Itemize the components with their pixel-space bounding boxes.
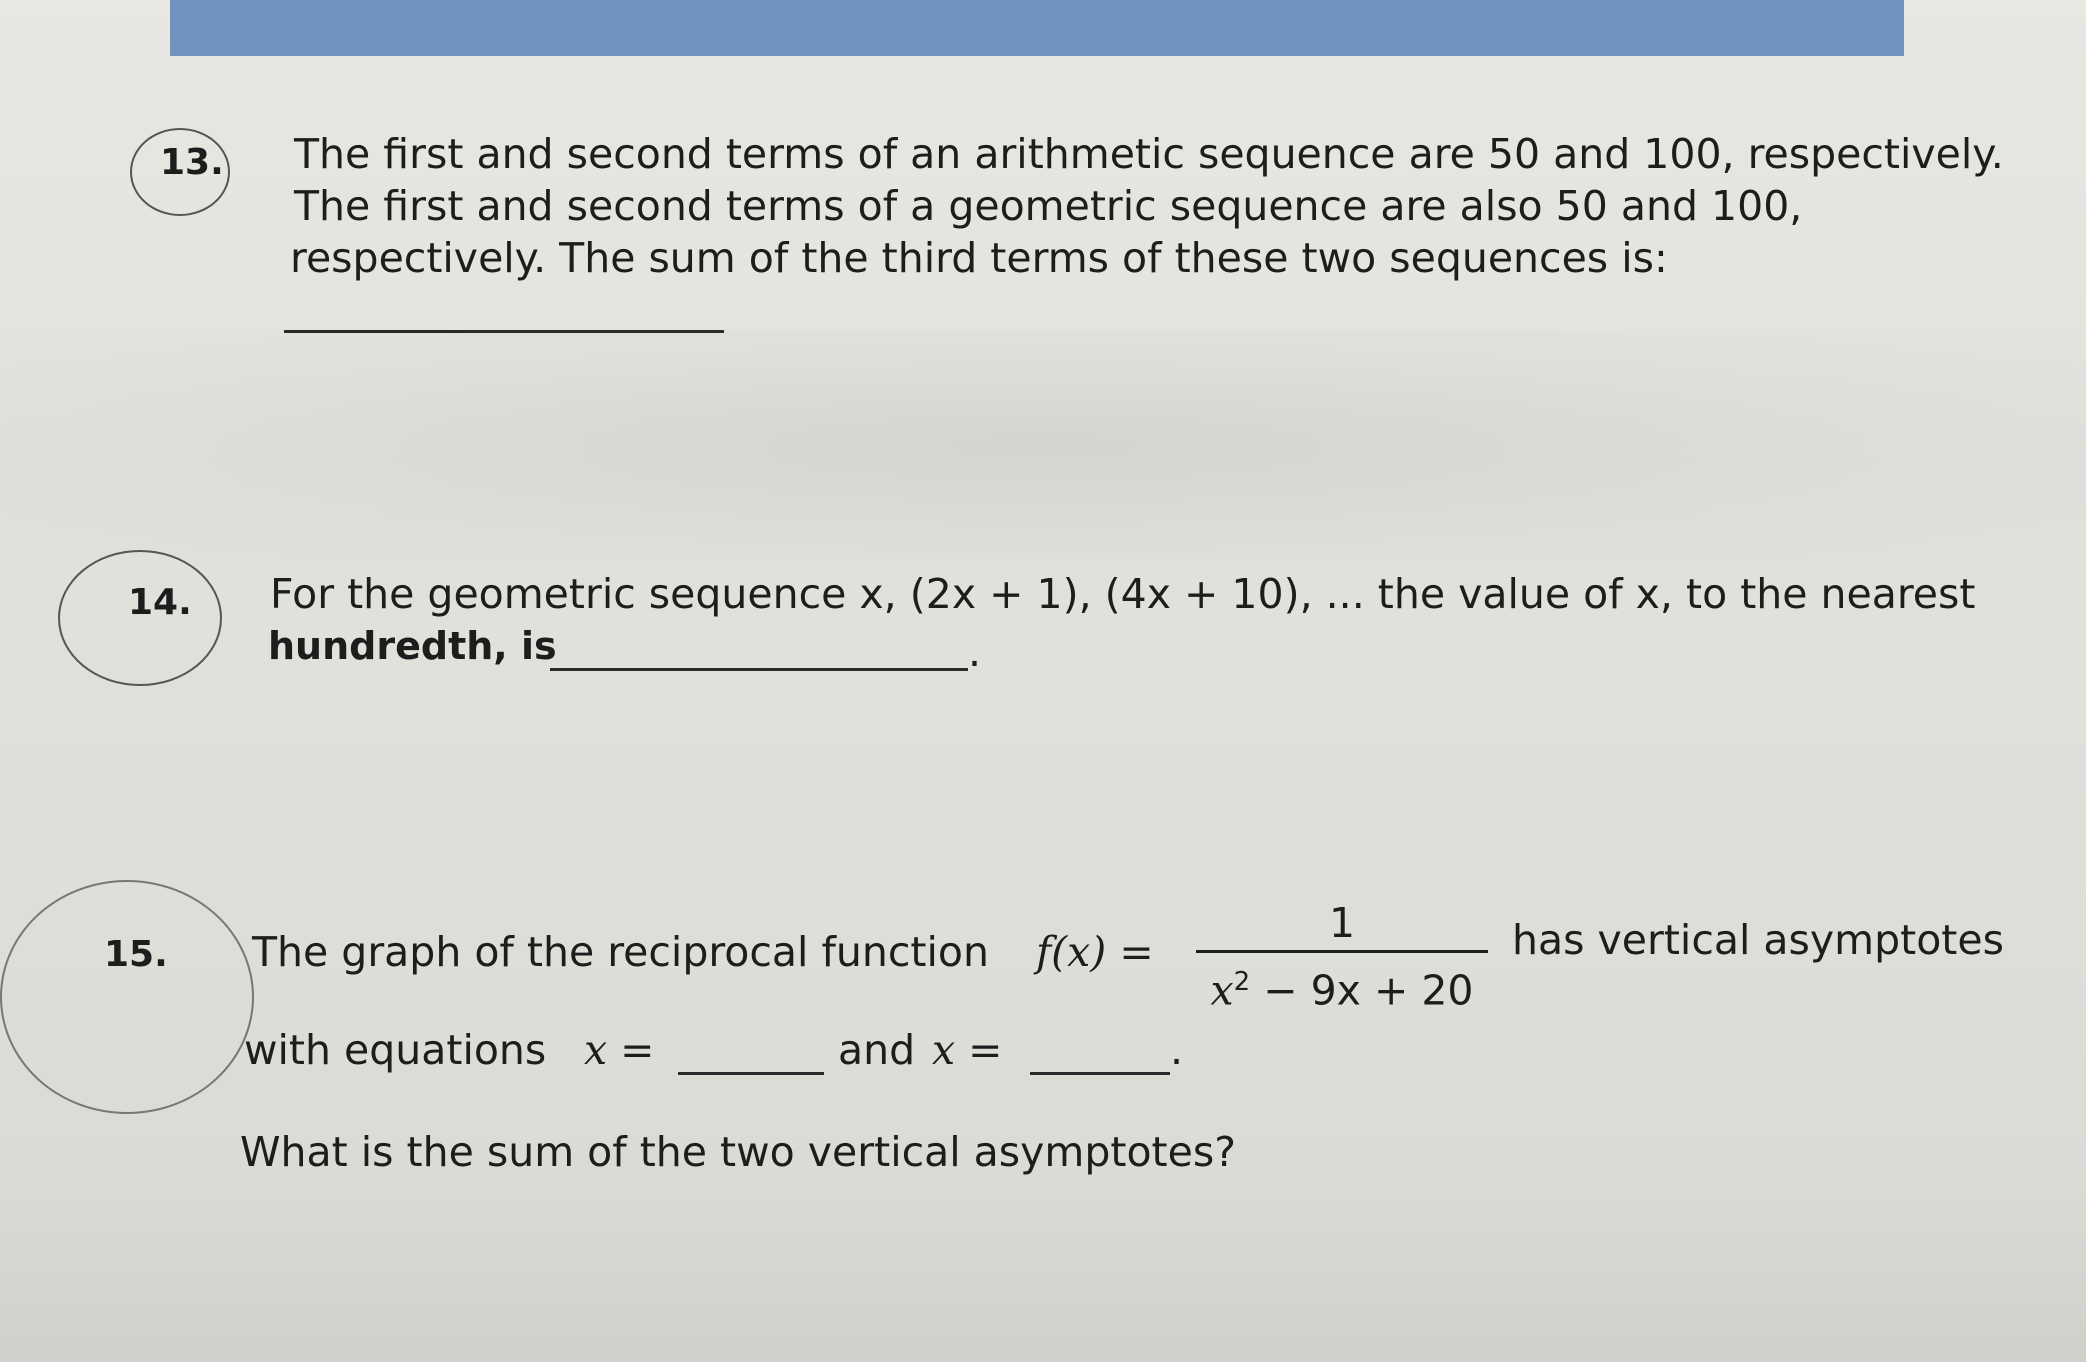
- question-15-line-2-period: .: [1170, 1026, 1184, 1074]
- question-13-line-1: The first and second terms of an arithmetic sequence are 50 and 100, respectively.: [294, 130, 2004, 178]
- denominator-exponent: 2: [1233, 967, 1251, 997]
- question-15-circle: [0, 880, 254, 1114]
- question-15-eq-label-2: x =: [932, 1026, 1003, 1074]
- question-13-line-2: The first and second terms of a geometric sequence are also 50 and 100,: [294, 182, 1803, 230]
- bottom-shading: [0, 1180, 2086, 1362]
- question-15-line-3: What is the sum of the two vertical asymptotes?: [240, 1128, 1236, 1176]
- question-15-line-2-start: with equations: [244, 1026, 547, 1074]
- fraction-numerator: 1: [1328, 899, 1356, 947]
- fraction-bar: [1196, 950, 1488, 953]
- denominator-rest: − 9x + 20: [1250, 966, 1474, 1015]
- question-15-intro: The graph of the reciprocal function: [252, 928, 989, 976]
- question-15-answer-blank-1[interactable]: [678, 1072, 824, 1075]
- question-15-after-fraction: has vertical asymptotes: [1512, 916, 2004, 964]
- question-15-eq-label-1: x =: [584, 1026, 655, 1074]
- denominator-variable: x: [1210, 966, 1234, 1015]
- question-15-and: and: [838, 1026, 916, 1074]
- question-15-function-lhs: f(x) =: [1036, 928, 1154, 976]
- question-15-number: 15.: [104, 934, 168, 975]
- question-13-answer-blank[interactable]: [284, 330, 724, 333]
- question-14-line-1: For the geometric sequence x, (2x + 1), (4x + 10), ... the value of x, to the nearest: [270, 570, 1976, 618]
- question-14-answer-blank[interactable]: [550, 668, 968, 671]
- question-13-line-3: respectively. The sum of the third terms of these two sequences is:: [290, 234, 1668, 282]
- question-15-answer-blank-2[interactable]: [1030, 1072, 1170, 1075]
- question-13-number: 13.: [160, 142, 224, 183]
- question-15-fraction: [1196, 898, 1488, 1016]
- question-14-period: .: [968, 628, 982, 676]
- top-color-band: [170, 0, 1904, 56]
- question-14-line-2: hundredth, is: [268, 624, 557, 668]
- bleed-through-shading: [0, 330, 2086, 560]
- fraction-denominator: [1196, 957, 1488, 1016]
- question-14-number: 14.: [128, 582, 192, 623]
